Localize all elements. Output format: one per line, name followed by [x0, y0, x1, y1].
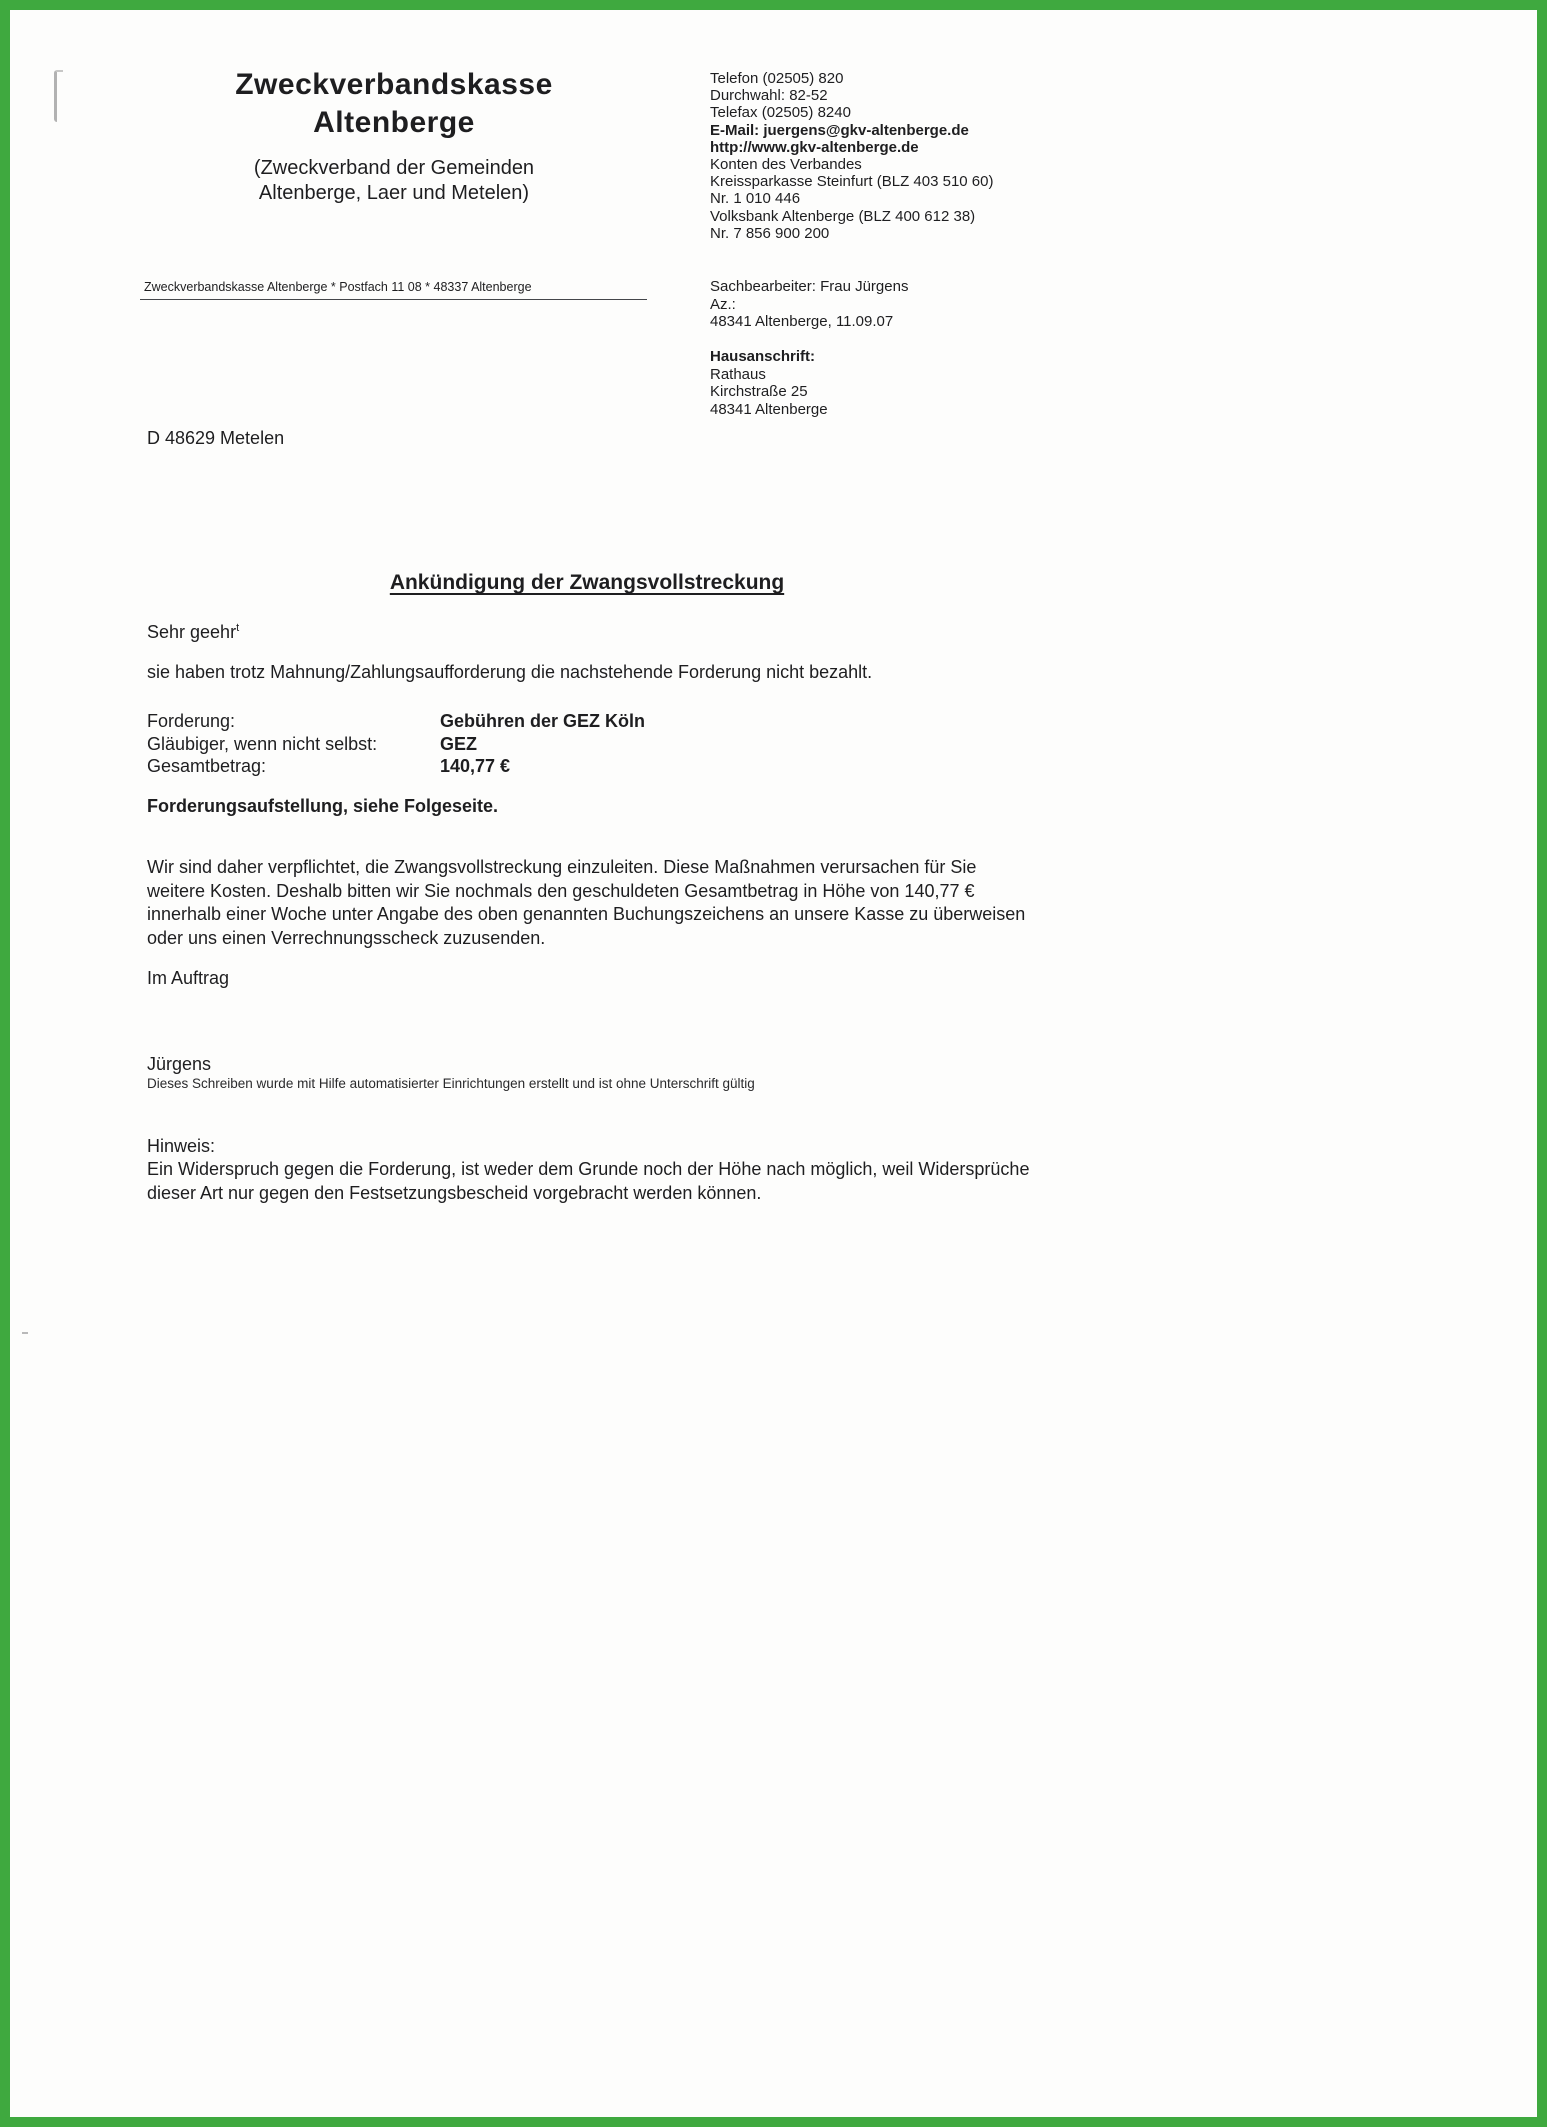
scan-artifact-bracket — [54, 70, 63, 122]
letterhead-org — [188, 66, 600, 206]
claim-row-gesamtbetrag — [147, 755, 645, 778]
recipient-address: D 48629 Metelen — [147, 428, 285, 448]
salutation — [147, 622, 239, 643]
contact-bank2-nr: Nr. 7 856 900 200 — [710, 224, 830, 242]
salutation-mark: t — [236, 622, 240, 634]
contact-telefon: Telefon (02505) 820 — [710, 70, 844, 87]
signature-name: Jürgens — [147, 1054, 212, 1074]
scan-artifact-dash — [22, 1332, 28, 1334]
contact-bank1-nr: Nr. 1 010 446 — [710, 190, 801, 208]
claim-value: GEZ — [440, 733, 478, 754]
contact-bank2-name: Volksbank Altenberge (BLZ 400 612 38) — [710, 207, 976, 225]
claim-row-forderung — [147, 710, 645, 733]
org-subtitle-line2: Altenberge, Laer und Metelen) — [258, 182, 530, 204]
contact-telefax: Telefax (02505) 8240 — [710, 104, 851, 122]
closing-im-auftrag: Im Auftrag — [147, 968, 230, 988]
hausanschrift-line3: 48341 Altenberge — [710, 400, 828, 418]
hausanschrift-line2: Kirchstraße 25 — [710, 383, 808, 400]
hinweis-paragraph: Ein Widerspruch gegen die Forderung, ist weder dem Grunde noch der Höhe nach möglich, weil Widersprüche dieser Art nur gegen den Festsetzungsbescheid vorgebracht werden können. — [147, 1159, 1030, 1203]
contact-bank1-name: Kreissparkasse Steinfurt (BLZ 403 510 60) — [710, 173, 994, 191]
forderungsaufstellung-note: Forderungsaufstellung, siehe Folgeseite. — [147, 796, 499, 816]
letter-title: Ankündigung der Zwangsvollstreckung — [389, 571, 785, 594]
body-paragraph: Wir sind daher verpflichtet, die Zwangsvollstreckung einzuleiten. Diese Maßnahmen verursachen für Sie weitere Kosten. Deshalb bitten wir Sie nochmals den geschuldeten Gesamtbetrag in Höhe von 140,77 € innerhalb einer Woche unter Angabe des oben genannten Buchungszeichens an unsere Kasse zu überweisen oder uns einen Verrechnungsscheck zuzusenden. — [147, 857, 1026, 948]
intro-sentence: sie haben trotz Mahnung/Zahlungsaufforderung die nachstehende Forderung nicht bezahlt. — [147, 662, 873, 682]
claim-label: Gesamtbetrag: — [147, 756, 267, 776]
contact-website: http://www.gkv-altenberge.de — [710, 138, 919, 156]
contact-konten-label: Konten des Verbandes — [710, 156, 862, 174]
meta-sachbearbeiter: Sachbearbeiter: Frau Jürgens — [710, 278, 909, 295]
contact-email: E-Mail: juergens@gkv-altenberge.de — [710, 121, 969, 139]
claims-table — [147, 710, 645, 778]
letterhead-contact — [710, 70, 993, 242]
claim-value: 140,77 € — [440, 756, 511, 776]
org-name-line2: Altenberge — [313, 106, 475, 139]
automated-letter-note: Dieses Schreiben wurde mit Hilfe automatisierter Einrichtungen erstellt und ist ohne Unterschrift gültig — [147, 1076, 755, 1091]
meta-az: Az.: — [710, 295, 736, 313]
meta-clerk-block — [710, 278, 908, 331]
contact-durchwahl: Durchwahl: 82-52 — [710, 87, 828, 105]
org-name-line1: Zweckverbandskasse — [235, 68, 553, 101]
claim-row-glaeubiger — [147, 733, 645, 756]
hausanschrift-line1: Rathaus — [710, 365, 766, 383]
hausanschrift-label: Hausanschrift: — [710, 348, 816, 365]
claim-label: Gläubiger, wenn nicht selbst: — [147, 733, 378, 754]
org-subtitle-line1: (Zweckverband der Gemeinden — [253, 157, 535, 179]
salutation-text: Sehr geehr — [147, 622, 237, 642]
meta-place-date: 48341 Altenberge, 11.09.07 — [710, 313, 894, 330]
claim-label: Forderung: — [147, 711, 236, 731]
hinweis-label: Hinweis: — [147, 1136, 216, 1156]
claim-value: Gebühren der GEZ Köln — [440, 711, 646, 731]
meta-hausanschrift-block — [710, 348, 828, 418]
sender-return-address: Zweckverbandskasse Altenberge * Postfach 11 08 * 48337 Altenberge — [140, 280, 647, 300]
